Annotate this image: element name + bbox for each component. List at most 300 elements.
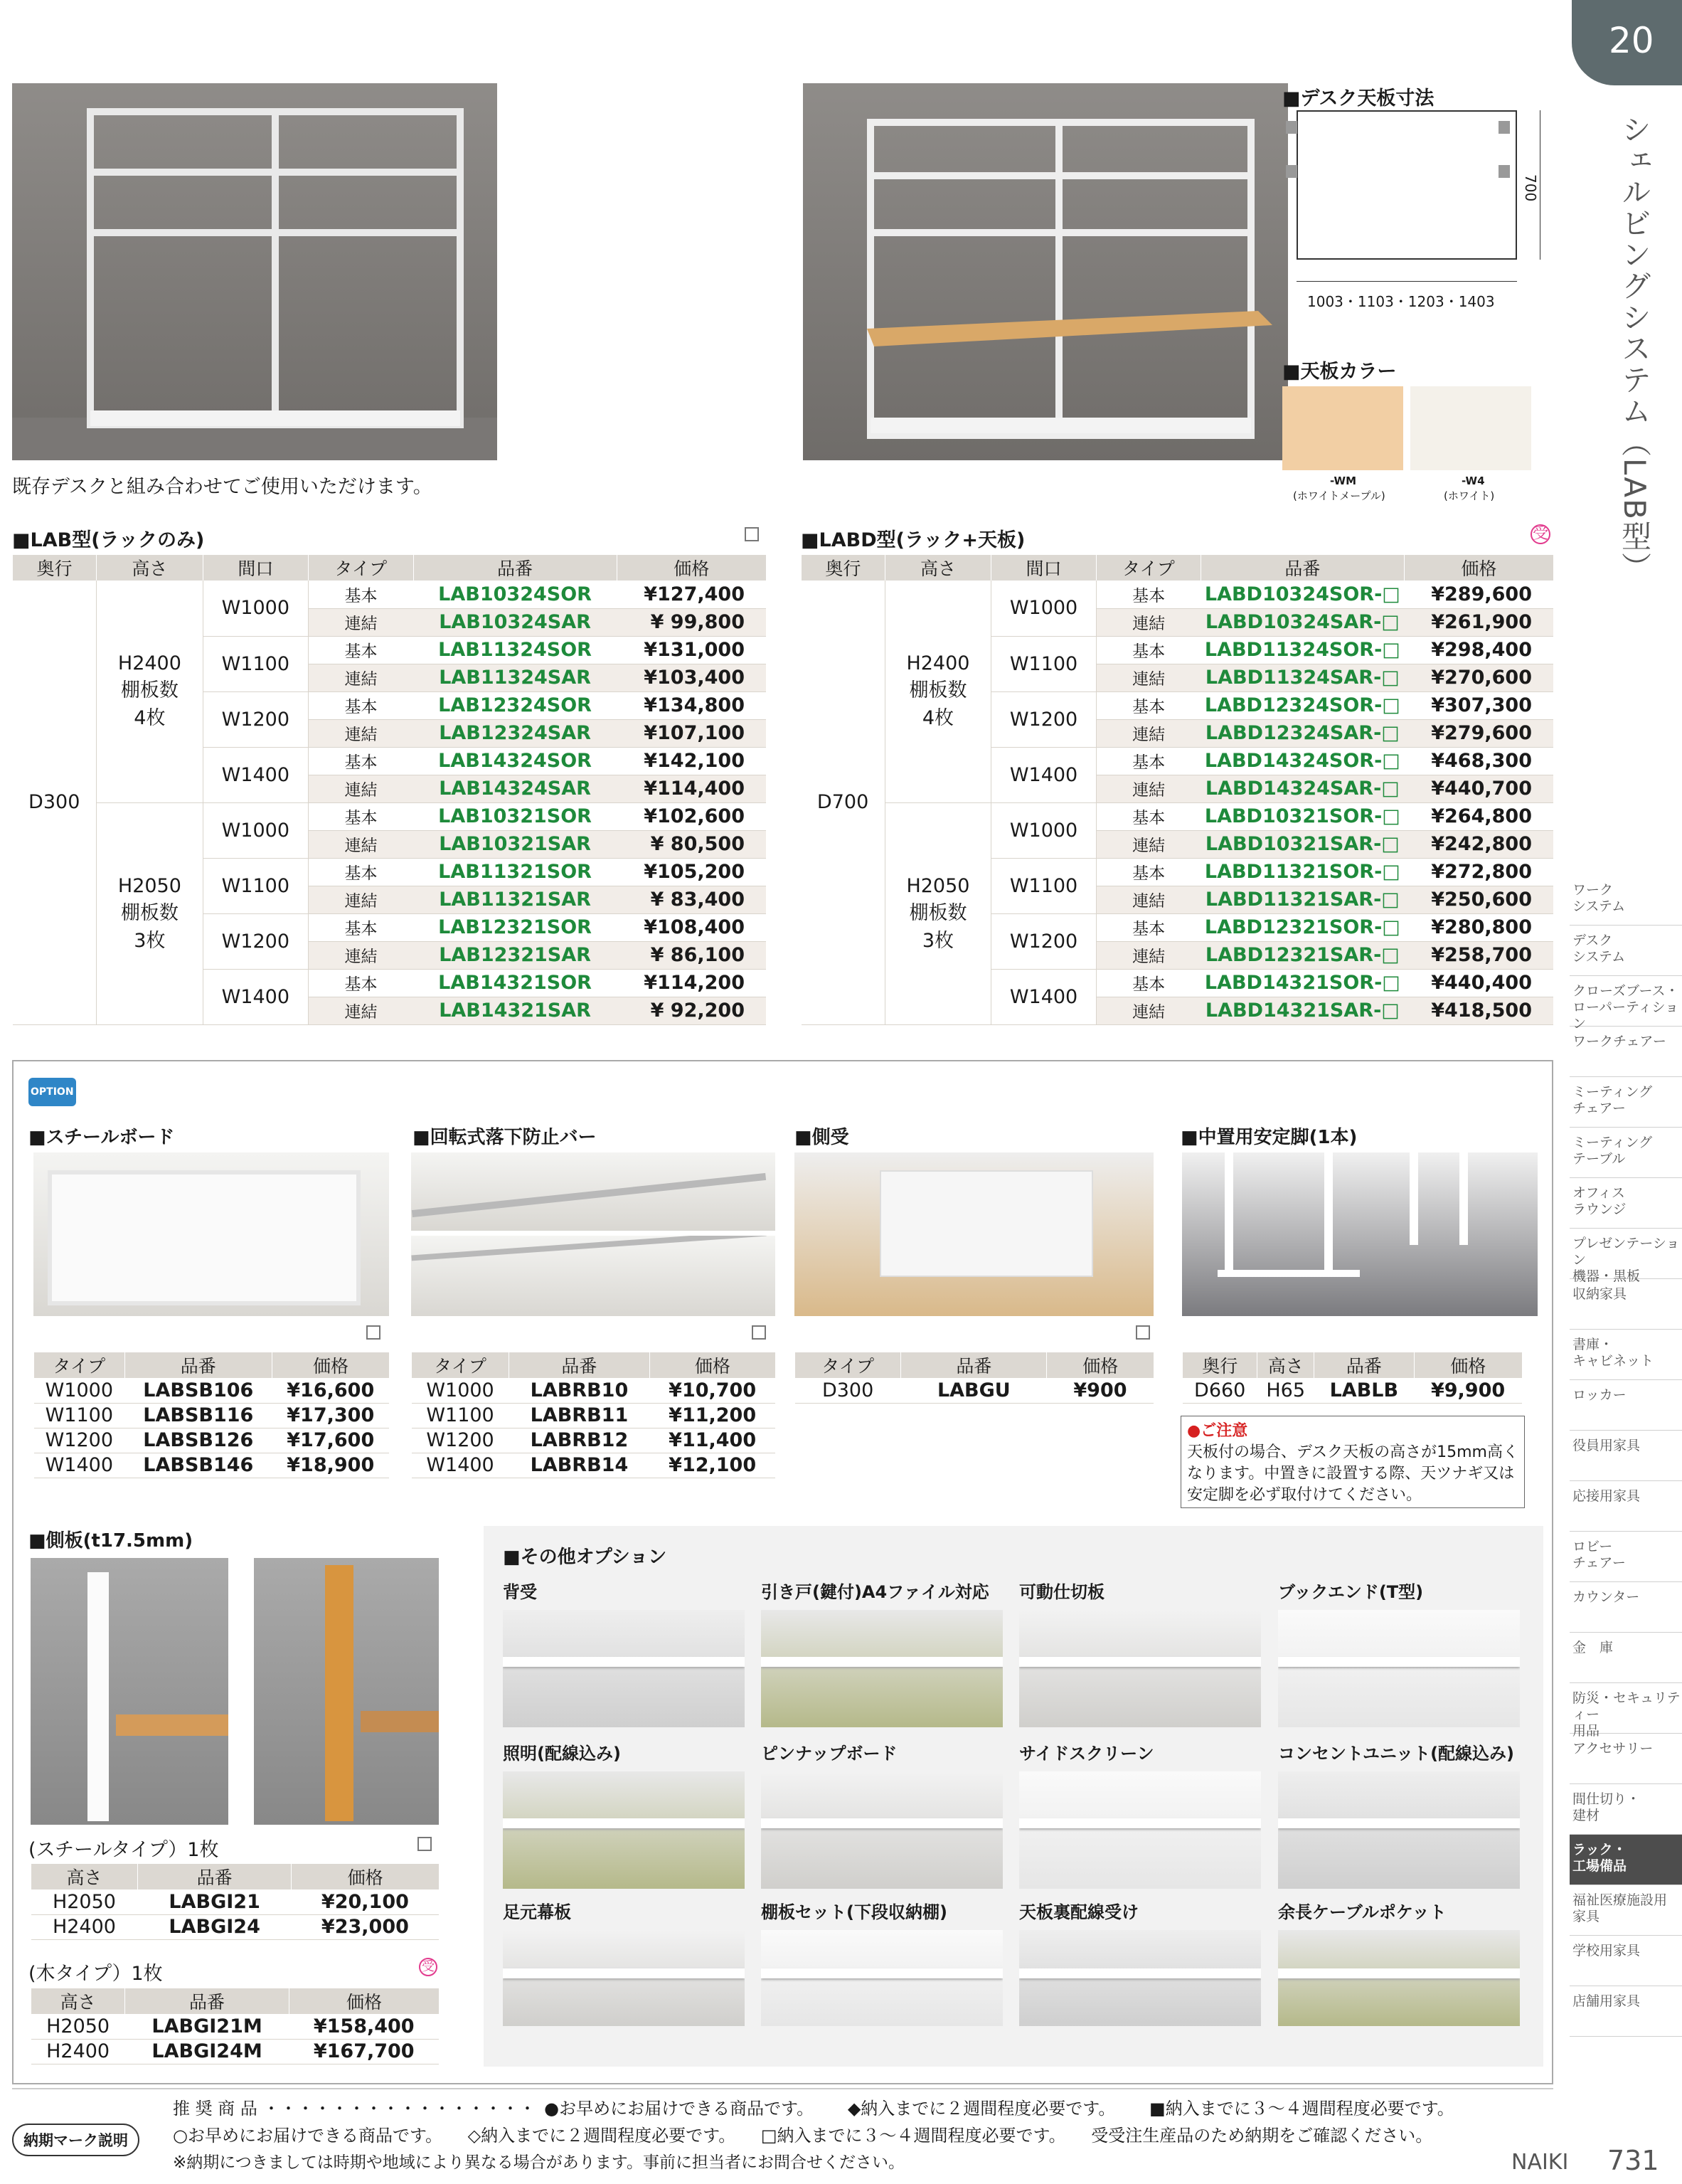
chapter-number: 20 — [1609, 20, 1654, 61]
table-row — [31, 1889, 440, 1914]
side-support-photo — [794, 1152, 1154, 1316]
product-code: LAB14321SAR — [413, 997, 617, 1024]
type-cell: 基本 — [1096, 802, 1201, 830]
width-cell: W1400 — [203, 969, 308, 1024]
column-header: 品番 — [509, 1352, 650, 1378]
product-code: LABGI21M — [125, 2014, 289, 2039]
sidebar-item[interactable]: ラック・ 工場備品 — [1570, 1835, 1682, 1885]
width-cell: W1400 — [203, 747, 308, 802]
sidebar-item[interactable]: 書庫・ キャビネット — [1570, 1330, 1682, 1380]
spec-cell: H2050 — [31, 1889, 138, 1914]
column-header: 品番 — [125, 1988, 289, 2014]
sidebar-item[interactable]: 学校用家具 — [1570, 1936, 1682, 1986]
product-code: LAB10324SOR — [413, 581, 617, 608]
labd-title: ■LABD型(ラック+天板) — [801, 529, 1026, 551]
table-row — [795, 1378, 1154, 1403]
option-photo — [761, 1930, 1003, 2026]
spec-cell: W1400 — [412, 1453, 509, 1478]
option-photo — [1278, 1771, 1520, 1889]
price-cell: ¥105,200 — [617, 858, 766, 886]
type-cell: 基本 — [308, 913, 413, 941]
option-label: ピンナップボード — [761, 1744, 898, 1764]
option-label: 天板裏配線受け — [1019, 1902, 1139, 1922]
steel-board-title: ■スチールボード — [28, 1127, 175, 1148]
column-header: 高さ — [1257, 1352, 1314, 1378]
type-cell: 連結 — [308, 886, 413, 913]
type-cell: 基本 — [1096, 747, 1201, 775]
price-cell: ¥468,300 — [1404, 747, 1553, 775]
option-photo — [1019, 1610, 1261, 1727]
spec-cell: D300 — [795, 1378, 901, 1403]
depth-dimension: 700 — [1522, 174, 1539, 202]
type-cell: 基本 — [1096, 581, 1201, 608]
availability-icon — [417, 1836, 432, 1851]
option-label: 可動仕切板 — [1019, 1582, 1105, 1602]
price-cell: ¥103,400 — [617, 664, 766, 691]
product-code: LABD10324SOR-□ — [1201, 581, 1404, 608]
product-code: LABD11321SOR-□ — [1201, 858, 1404, 886]
spec-cell: W1200 — [412, 1428, 509, 1453]
type-cell: 基本 — [1096, 913, 1201, 941]
column-header: 価格 — [292, 1864, 439, 1889]
column-header: 品番 — [124, 1352, 272, 1378]
column-header: タイプ — [1096, 555, 1201, 581]
option-photo — [503, 1771, 745, 1889]
product-code: LABD12321SAR-□ — [1201, 941, 1404, 969]
wood-type-label: (木タイプ）1枚 — [28, 1963, 163, 1985]
width-cell: W1400 — [991, 747, 1097, 802]
price-cell: ¥20,100 — [292, 1889, 439, 1914]
legend-white-square: □納入までに３～４週間程度必要です。 — [760, 2126, 1066, 2146]
option-label: 照明(配線込み) — [503, 1744, 621, 1764]
type-cell: 連結 — [1096, 886, 1201, 913]
availability-icon — [752, 1325, 766, 1340]
product-code: LABGI24 — [137, 1914, 291, 1939]
product-code: LABGI21 — [137, 1889, 291, 1914]
price-cell: ¥279,600 — [1404, 719, 1553, 747]
price-cell: ¥167,700 — [289, 2039, 439, 2064]
color-swatch-w4 — [1410, 386, 1531, 470]
product-code: LABD11321SAR-□ — [1201, 886, 1404, 913]
product-code: LAB12324SOR — [413, 691, 617, 719]
type-cell: 基本 — [308, 858, 413, 886]
price-cell: ¥107,100 — [617, 719, 766, 747]
price-cell: ¥ 92,200 — [617, 997, 766, 1024]
sidebar-item[interactable]: 店舗用家具 — [1570, 1986, 1682, 2037]
legend-note: ※納期につきましては時期や地域により異なる場合があります。事前に担当者にお問合せください。 — [173, 2153, 905, 2172]
price-cell: ¥ 83,400 — [617, 886, 766, 913]
type-cell: 基本 — [308, 747, 413, 775]
width-cell: W1200 — [991, 913, 1097, 969]
product-code: LAB10321SAR — [413, 830, 617, 858]
table-row — [412, 1428, 776, 1453]
color-swatch-wm — [1282, 386, 1403, 470]
product-code: LAB10324SAR — [413, 608, 617, 636]
type-cell: 連結 — [1096, 664, 1201, 691]
spec-cell: H65 — [1257, 1378, 1314, 1403]
table-row — [31, 2014, 440, 2039]
width-cell: W1000 — [991, 581, 1097, 636]
sidebar-item[interactable]: プレゼンテーション 機器・黒板 — [1570, 1229, 1682, 1279]
steel-type-label: (スチールタイプ）1枚 — [28, 1839, 219, 1861]
type-cell: 連結 — [308, 941, 413, 969]
column-header: 価格 — [649, 1352, 775, 1378]
type-cell: 連結 — [1096, 941, 1201, 969]
steel-board-table — [33, 1352, 389, 1478]
price-cell: ¥10,700 — [649, 1378, 775, 1403]
column-header: 間口 — [991, 555, 1097, 581]
steel-side-panel-photo — [31, 1558, 228, 1825]
bracket-icon — [1286, 165, 1297, 178]
price-cell: ¥17,300 — [272, 1403, 390, 1428]
column-header: タイプ — [308, 555, 413, 581]
table-row — [31, 1914, 440, 1939]
bracket-icon — [1499, 121, 1510, 134]
legend-white-diamond: ◇納入までに２週間程度必要です。 — [467, 2126, 736, 2146]
price-cell: ¥11,200 — [649, 1403, 775, 1428]
sidebar-item[interactable]: ロビー チェアー — [1570, 1532, 1682, 1582]
height-cell: H2050 棚板数 3枚 — [885, 802, 991, 1024]
sidebar-item[interactable]: ロッカー — [1570, 1380, 1682, 1431]
product-code: LABSB116 — [124, 1403, 272, 1428]
price-cell: ¥108,400 — [617, 913, 766, 941]
lab-mark-icon — [745, 526, 759, 541]
type-cell: 連結 — [308, 830, 413, 858]
width-cell: W1400 — [991, 969, 1097, 1024]
price-cell: ¥17,600 — [272, 1428, 390, 1453]
product-code: LABD10324SAR-□ — [1201, 608, 1404, 636]
table-row — [31, 2039, 440, 2064]
side-support-title: ■側受 — [794, 1127, 849, 1148]
stabilizer-table — [1182, 1352, 1522, 1404]
width-cell: W1200 — [991, 691, 1097, 747]
type-cell: 基本 — [308, 581, 413, 608]
product-code: LABD12321SOR-□ — [1201, 913, 1404, 941]
price-cell: ¥ 86,100 — [617, 941, 766, 969]
option-photo — [503, 1930, 745, 2026]
price-cell: ¥270,600 — [1404, 664, 1553, 691]
price-cell: ¥23,000 — [292, 1914, 439, 1939]
option-label: サイドスクリーン — [1019, 1744, 1154, 1764]
option-photo — [1278, 1610, 1520, 1727]
legend-blue-circle: ●お早めにお届けできる商品です。 — [544, 2099, 814, 2119]
sidebar-item[interactable]: デスク システム — [1570, 926, 1682, 976]
delivery-mark-badge: 納期マーク説明 — [12, 2124, 139, 2156]
category-sidebar — [1570, 875, 1682, 2037]
sidebar-item[interactable]: 応接用家具 — [1570, 1481, 1682, 1532]
price-cell: ¥12,100 — [649, 1453, 775, 1478]
price-cell: ¥134,800 — [617, 691, 766, 719]
side-support-table — [794, 1352, 1154, 1404]
price-cell: ¥440,700 — [1404, 775, 1553, 802]
product-code: LAB14324SOR — [413, 747, 617, 775]
option-label: ブックエンド(T型) — [1278, 1582, 1424, 1602]
sidebar-item[interactable]: 福祉医療施設用 家具 — [1570, 1885, 1682, 1936]
table-row — [34, 1428, 390, 1453]
product-code: LABSB106 — [124, 1378, 272, 1403]
type-cell: 連結 — [308, 719, 413, 747]
table-row — [13, 802, 767, 830]
brand: NAIKI — [1511, 2150, 1569, 2175]
product-code: LABD14324SAR-□ — [1201, 775, 1404, 802]
product-code: LABRB11 — [509, 1403, 650, 1428]
legend-yellow-square: ■納入までに３～４週間程度必要です。 — [1149, 2099, 1454, 2119]
height-cell: H2050 棚板数 3枚 — [96, 802, 203, 1024]
sidebar-item[interactable]: クローズブース・ ローパーティション — [1570, 976, 1682, 1027]
price-cell: ¥9,900 — [1414, 1378, 1522, 1403]
sidebar-item[interactable]: ワークチェアー — [1570, 1027, 1682, 1077]
price-cell: ¥280,800 — [1404, 913, 1553, 941]
price-cell: ¥11,400 — [649, 1428, 775, 1453]
page-number: 731 — [1607, 2145, 1659, 2176]
column-header: タイプ — [412, 1352, 509, 1378]
sidebar-item[interactable]: 防災・セキュリティー 用品 — [1570, 1683, 1682, 1734]
spec-cell: H2050 — [31, 2014, 125, 2039]
option-photo — [503, 1610, 745, 1727]
type-cell: 連結 — [1096, 830, 1201, 858]
color-code-w4: -W4 — [1462, 475, 1485, 487]
height-cell: H2400 棚板数 4枚 — [885, 581, 991, 802]
legend-made-to-order: 受受注生産品のため納期をご確認ください。 — [1091, 2126, 1433, 2146]
steel-side-panel-table — [31, 1864, 439, 1940]
sidebar-item[interactable]: 収納家具 — [1570, 1279, 1682, 1330]
price-cell: ¥131,000 — [617, 636, 766, 664]
price-cell: ¥158,400 — [289, 2014, 439, 2039]
sidebar-item[interactable]: アクセサリー — [1570, 1734, 1682, 1784]
type-cell: 基本 — [308, 636, 413, 664]
type-cell: 基本 — [1096, 636, 1201, 664]
legend-white-circle: ○お早めにお届けできる商品です。 — [173, 2126, 443, 2146]
spec-cell: W1000 — [34, 1378, 125, 1403]
price-cell: ¥272,800 — [1404, 858, 1553, 886]
column-header: 高さ — [96, 555, 203, 581]
option-photo — [1278, 1930, 1520, 2026]
table-row — [412, 1453, 776, 1478]
bracket-icon — [1499, 165, 1510, 178]
legend-line-1 — [173, 2095, 1454, 2122]
made-to-order-icon: 受 — [419, 1958, 437, 1976]
table-row — [13, 581, 767, 608]
table-row — [802, 802, 1554, 830]
type-cell: 基本 — [308, 691, 413, 719]
price-cell: ¥418,500 — [1404, 997, 1553, 1024]
width-cell: W1000 — [203, 802, 308, 858]
price-cell: ¥142,100 — [617, 747, 766, 775]
column-header: 奥行 — [13, 555, 97, 581]
made-to-order-icon: 受 — [1531, 524, 1550, 544]
width-cell: W1100 — [203, 636, 308, 691]
sidebar-item[interactable]: ミーティング チェアー — [1570, 1077, 1682, 1128]
lab-rack-photo — [12, 83, 497, 460]
other-options-title: ■その他オプション — [503, 1547, 667, 1568]
width-cell: W1100 — [991, 858, 1097, 913]
column-header: 奥行 — [802, 555, 885, 581]
width-cell: W1200 — [203, 913, 308, 969]
type-cell: 連結 — [1096, 775, 1201, 802]
price-cell: ¥298,400 — [1404, 636, 1553, 664]
product-code: LABGU — [901, 1378, 1047, 1403]
price-cell: ¥264,800 — [1404, 802, 1553, 830]
labd-rack-photo — [803, 83, 1288, 460]
column-header: 価格 — [1404, 555, 1553, 581]
lab-price-table — [12, 555, 766, 1025]
column-header: 高さ — [885, 555, 991, 581]
fall-bar-table — [411, 1352, 775, 1478]
column-header: タイプ — [795, 1352, 901, 1378]
color-name-wm: (ホワイトメープル) — [1293, 489, 1385, 502]
footer-rule — [12, 2088, 1553, 2089]
product-code: LABSB146 — [124, 1453, 272, 1478]
column-header: 価格 — [272, 1352, 390, 1378]
column-header: 品番 — [901, 1352, 1047, 1378]
option-label: コンセントユニット(配線込み) — [1278, 1744, 1515, 1764]
product-code: LAB12321SOR — [413, 913, 617, 941]
product-code: LABD11324SAR-□ — [1201, 664, 1404, 691]
product-code: LABSB126 — [124, 1428, 272, 1453]
table-row — [34, 1453, 390, 1478]
product-code: LAB11324SOR — [413, 636, 617, 664]
product-code: LABRB12 — [509, 1428, 650, 1453]
type-cell: 連結 — [308, 775, 413, 802]
type-cell: 連結 — [1096, 608, 1201, 636]
caution-box — [1181, 1416, 1525, 1508]
price-cell: ¥242,800 — [1404, 830, 1553, 858]
price-cell: ¥ 80,500 — [617, 830, 766, 858]
product-code: LAB14321SOR — [413, 969, 617, 997]
product-code: LAB11321SAR — [413, 886, 617, 913]
column-header: 価格 — [289, 1988, 439, 2014]
price-cell: ¥114,400 — [617, 775, 766, 802]
product-code: LAB14324SAR — [413, 775, 617, 802]
bracket-icon — [1286, 121, 1297, 134]
product-code: LABD10321SOR-□ — [1201, 802, 1404, 830]
column-header: 品番 — [1201, 555, 1404, 581]
column-header: 品番 — [1314, 1352, 1415, 1378]
spec-cell: H2400 — [31, 1914, 138, 1939]
type-cell: 基本 — [308, 969, 413, 997]
table-row — [802, 581, 1554, 608]
wood-side-panel-photo — [254, 1558, 439, 1825]
sidebar-item[interactable]: ミーティング テーブル — [1570, 1128, 1682, 1178]
option-label: 余長ケーブルポケット — [1278, 1902, 1447, 1922]
product-code: LAB12321SAR — [413, 941, 617, 969]
column-header: 間口 — [203, 555, 308, 581]
product-code: LABD11324SOR-□ — [1201, 636, 1404, 664]
table-row — [34, 1378, 390, 1403]
product-code: LABD10321SAR-□ — [1201, 830, 1404, 858]
column-header: 価格 — [617, 555, 766, 581]
width-cell: W1100 — [203, 858, 308, 913]
price-cell: ¥440,400 — [1404, 969, 1553, 997]
product-code: LABD12324SOR-□ — [1201, 691, 1404, 719]
price-cell: ¥289,600 — [1404, 581, 1553, 608]
product-code: LABD14324SOR-□ — [1201, 747, 1404, 775]
spec-cell: W1100 — [34, 1403, 125, 1428]
fall-bar-title: ■回転式落下防止バー — [412, 1127, 597, 1148]
type-cell: 基本 — [1096, 691, 1201, 719]
spec-cell: W1000 — [412, 1378, 509, 1403]
type-cell: 基本 — [1096, 858, 1201, 886]
rack-illustration — [12, 83, 497, 460]
type-cell: 基本 — [308, 802, 413, 830]
product-code: LAB10321SOR — [413, 802, 617, 830]
column-header: 品番 — [413, 555, 617, 581]
spec-cell: H2400 — [31, 2039, 125, 2064]
sidebar-item[interactable]: 間仕切り・ 建材 — [1570, 1784, 1682, 1835]
sidebar-item[interactable]: オフィス ラウンジ — [1570, 1178, 1682, 1229]
color-name-w4: (ホワイト) — [1444, 489, 1495, 502]
option-photo — [761, 1771, 1003, 1889]
caution-title: ●ご注意 — [1187, 1422, 1248, 1440]
column-header: 品番 — [137, 1864, 291, 1889]
option-badge: OPTION — [28, 1078, 76, 1106]
color-code-wm: -WM — [1330, 475, 1357, 487]
option-label: 引き戸(鍵付)A4ファイル対応 — [761, 1582, 989, 1602]
sidebar-item[interactable]: ワーク システム — [1570, 875, 1682, 926]
product-code: LABD14321SAR-□ — [1201, 997, 1404, 1024]
caption: 既存デスクと組み合わせてご使用いただけます。 — [12, 476, 432, 498]
product-code: LAB11324SAR — [413, 664, 617, 691]
spec-cell: W1200 — [34, 1428, 125, 1453]
wood-side-panel-table — [31, 1988, 439, 2064]
price-cell: ¥114,200 — [617, 969, 766, 997]
product-code: LABLB — [1314, 1378, 1415, 1403]
table-row — [1183, 1378, 1523, 1403]
type-cell: 連結 — [308, 664, 413, 691]
spec-cell: W1100 — [412, 1403, 509, 1428]
price-cell: ¥127,400 — [617, 581, 766, 608]
column-header: 奥行 — [1183, 1352, 1257, 1378]
price-cell: ¥102,600 — [617, 802, 766, 830]
table-row — [412, 1403, 776, 1428]
price-cell: ¥ 99,800 — [617, 608, 766, 636]
height-cell: H2400 棚板数 4枚 — [96, 581, 203, 802]
availability-icon — [366, 1325, 380, 1340]
fall-bar-photo-2 — [411, 1236, 775, 1316]
option-photo — [1019, 1930, 1261, 2026]
desk-top-diagram — [1297, 110, 1517, 260]
option-label: 背受 — [503, 1582, 537, 1602]
product-code: LAB11321SOR — [413, 858, 617, 886]
table-row — [34, 1403, 390, 1428]
type-cell: 連結 — [308, 997, 413, 1024]
rack-desk-illustration — [803, 83, 1288, 460]
side-panel-title: ■側板(t17.5mm) — [28, 1530, 193, 1552]
type-cell: 連結 — [1096, 719, 1201, 747]
product-code: LABRB14 — [509, 1453, 650, 1478]
desk-dims-title: ■デスク天板寸法 — [1282, 88, 1435, 110]
price-cell: ¥900 — [1047, 1378, 1154, 1403]
price-cell: ¥250,600 — [1404, 886, 1553, 913]
sidebar-item[interactable]: 金 庫 — [1570, 1633, 1682, 1683]
column-header: 高さ — [31, 1864, 138, 1889]
price-cell: ¥258,700 — [1404, 941, 1553, 969]
side-title: シェルビングシステム（LAB型） — [1617, 114, 1652, 583]
fall-bar-photo-1 — [411, 1152, 775, 1231]
top-color-title: ■天板カラー — [1282, 361, 1397, 383]
type-cell: 基本 — [1096, 969, 1201, 997]
price-cell: ¥261,900 — [1404, 608, 1553, 636]
stabilizer-photo — [1182, 1152, 1538, 1316]
depth-cell: D300 — [13, 581, 97, 1024]
width-cell: W1200 — [203, 691, 308, 747]
column-header: 高さ — [31, 1988, 125, 2014]
width-cell: W1000 — [203, 581, 308, 636]
sidebar-item[interactable]: カウンター — [1570, 1582, 1682, 1633]
table-row — [412, 1378, 776, 1403]
sidebar-item[interactable]: 役員用家具 — [1570, 1431, 1682, 1481]
legend-line-2 — [173, 2122, 1432, 2149]
